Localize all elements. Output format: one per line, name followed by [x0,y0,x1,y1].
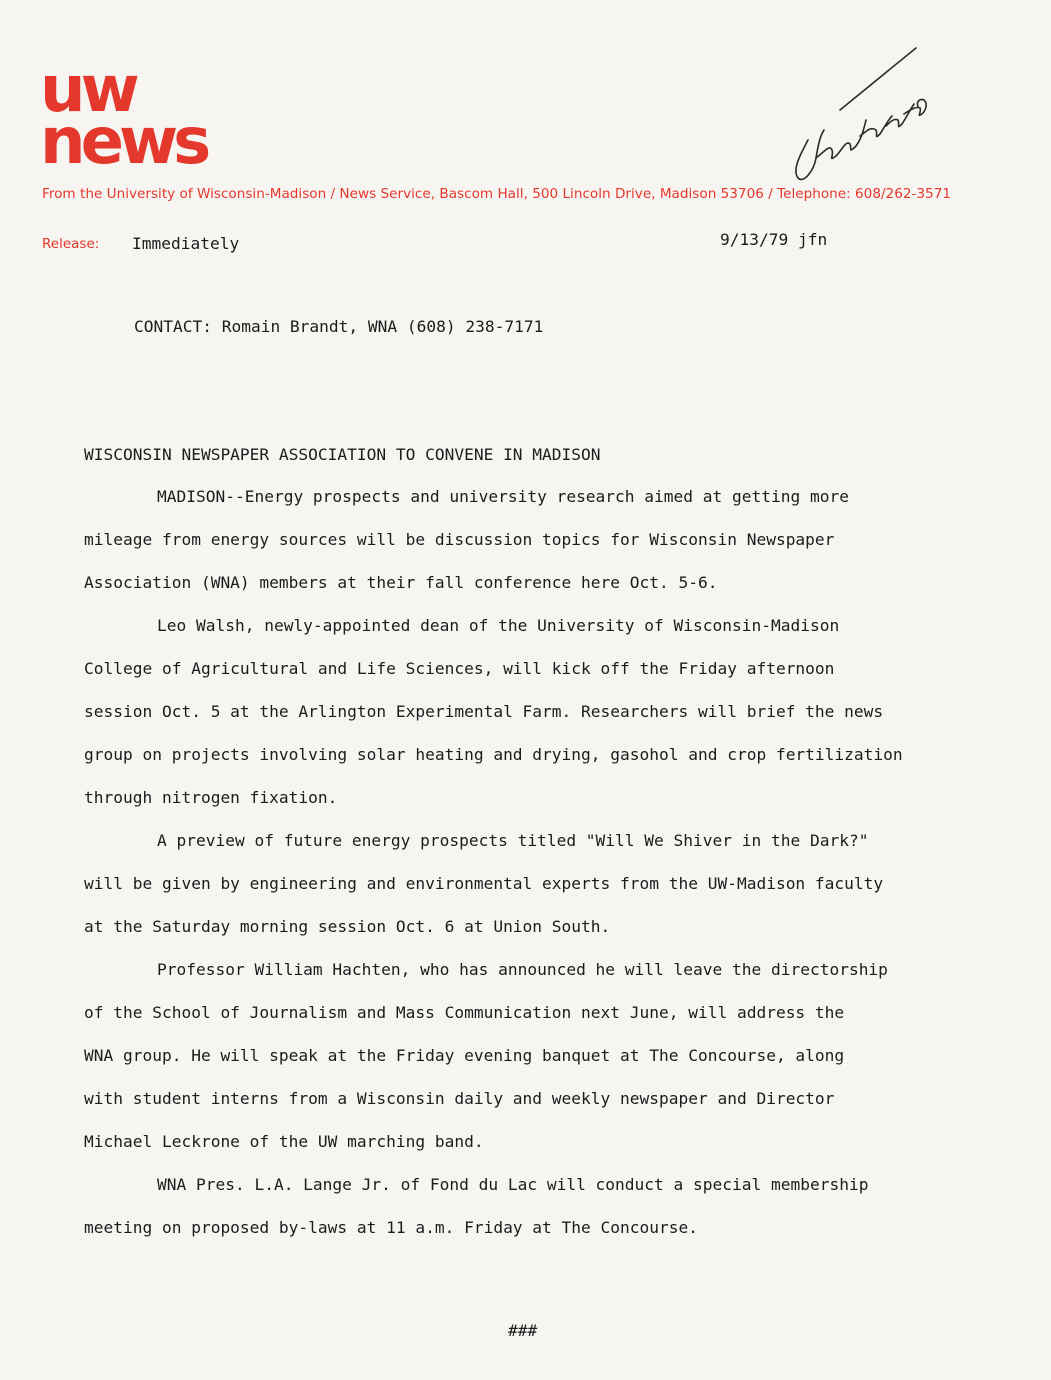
uw-news-logo [40,53,207,179]
paragraph: MADISON--Energy prospects and university research aimed at getting more mileage from energy sources will be discussion topics for Wisconsin Newspaper Association (WNA) members at their fall conference here Oct. 5-6. [84,487,849,592]
logo-line-uw: uw [40,53,135,127]
paragraph: Leo Walsh, newly-appointed dean of the University of Wisconsin-Madison College of Agricultural and Life Sciences, will kick off the Friday afternoon session Oct. 5 at the Arlington Experimental Farm. Researchers will brief the news group on projects involving solar heating and drying, gasohol and crop fertilization through nitrogen fixation. [84,616,903,807]
masthead-address-line: From the University of Wisconsin-Madison / News Service, Bascom Hall, 500 Lincoln Drive, Madison 53706 / Telephone: 608/262-3571 [42,186,952,202]
paragraph: A preview of future energy prospects titled "Will We Shiver in the Dark?" will be given by engineering and environmental experts from the UW-Madison faculty at the Saturday morning session Oct. 6 at Union South. [84,831,884,936]
dateline: 9/13/79 jfn [720,230,828,249]
headline: WISCONSIN NEWSPAPER ASSOCIATION TO CONVENE IN MADISON [84,445,601,464]
logo-line-news: news [40,105,207,179]
article-body [84,475,984,1249]
end-mark: ### [508,1321,538,1340]
paragraph: Professor William Hachten, who has announced he will leave the directorship of the School of Journalism and Mass Communication next June, will address the WNA group. He will speak at the Friday evening banquet at The Concourse, along with student interns from a Wisconsin daily and weekly newspaper and Director Michael Leckrone of the UW marching band. [84,960,888,1151]
handwritten-signature [780,40,930,200]
paragraph: WNA Pres. L.A. Lange Jr. of Fond du Lac will conduct a special membership meeting on proposed by-laws at 11 a.m. Friday at The Concourse. [84,1175,869,1237]
contact-line: CONTACT: Romain Brandt, WNA (608) 238-7171 [134,317,544,336]
release-label: Release: [42,236,100,252]
release-value: Immediately [132,234,240,253]
